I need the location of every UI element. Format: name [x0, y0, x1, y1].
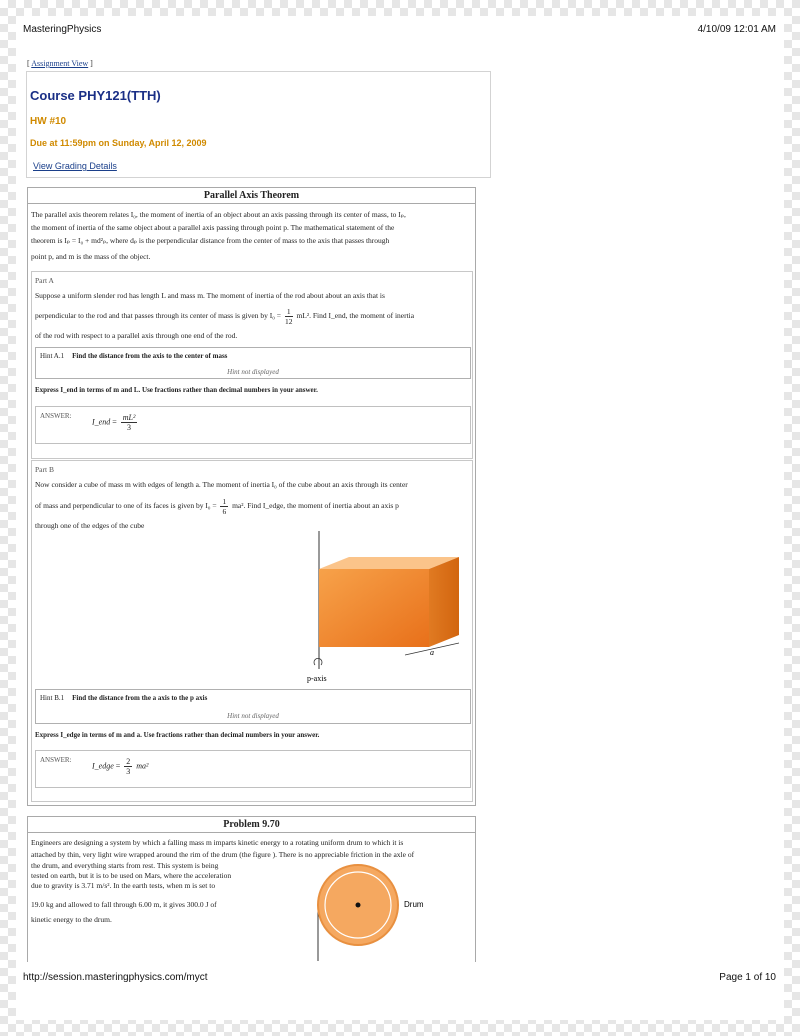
- problem-line: kinetic energy to the drum.: [31, 915, 112, 924]
- drum-axle: [356, 903, 361, 908]
- express-instruction: Express I_edge in terms of m and a. Use fractions rather than decimal numbers in your answer.: [35, 731, 320, 739]
- answer-label: ANSWER:: [40, 412, 72, 420]
- drum-figure: [316, 861, 466, 961]
- fraction-numerator: mL²: [122, 413, 136, 422]
- page-number: Page 1 of 10: [719, 972, 776, 983]
- problem-9-70-text-bottom: [31, 897, 217, 927]
- problem-line: attached by thin, very light wire wrapped around the rim of the drum (the figure ). There is no appreciable friction in the axle of: [31, 850, 415, 859]
- fraction: [220, 497, 228, 516]
- part-b-line-3: through one of the edges of the cube: [35, 521, 145, 530]
- part-b-line-2: [35, 497, 399, 516]
- fraction: [285, 307, 293, 326]
- text-span: ma². Find I_edge, the moment of inertia about an axis p: [232, 501, 399, 511]
- course-info-box: [26, 71, 491, 178]
- intro-line: theorem is Iₚ = I₀ + md²ₚ, where dₚ is the perpendicular distance from the center of mass to the axis that passes through: [31, 236, 390, 245]
- part-b-line-1: Now consider a cube of mass m with edges of length a. The moment of inertia I₀ of the cube about an axis through its center: [35, 480, 408, 489]
- hint-status: Hint not displayed: [227, 712, 279, 720]
- equals-sign: =: [112, 417, 117, 427]
- text-span: mL². Find I_end, the moment of inertia: [296, 311, 415, 321]
- equals-sign: =: [115, 761, 121, 771]
- answer-box-a: [35, 406, 471, 444]
- problem-line: due to gravity is 3.71 m/s². In the earth tests, when m is set to: [31, 881, 216, 890]
- fraction-numerator: 1: [222, 497, 227, 506]
- fraction-numerator: 1: [286, 307, 291, 316]
- app-title: MasteringPhysics: [23, 24, 102, 35]
- answer-expression: [92, 757, 148, 776]
- hint-label: Hint B.1: [40, 694, 65, 702]
- drum-label: Drum: [404, 900, 424, 909]
- hint-status: Hint not displayed: [227, 368, 279, 376]
- answer-fraction: [121, 413, 138, 432]
- problem-line: tested on earth, but it is to be used on Mars, where the acceleration: [31, 871, 232, 880]
- course-title: Course PHY121(TTH): [30, 88, 161, 103]
- due-date: Due at 11:59pm on Sunday, April 12, 2009: [30, 138, 207, 148]
- cube-side-face: [429, 557, 459, 647]
- bracket-close: ]: [90, 59, 93, 68]
- grading-details-link[interactable]: View Grading Details: [33, 161, 117, 171]
- problem-line: 19.0 kg and allowed to fall through 6.00 m, it gives 300.0 J of: [31, 900, 217, 909]
- fraction-denominator: 12: [284, 317, 293, 326]
- print-datetime: 4/10/09 12:01 AM: [697, 24, 776, 35]
- assignment-view-link[interactable]: Assignment View: [31, 59, 89, 68]
- answer-lhs: I_end: [92, 417, 111, 427]
- hint-a1[interactable]: [35, 347, 471, 379]
- print-page: [16, 16, 784, 1020]
- intro-line: point p, and m is the mass of the object.: [31, 252, 151, 261]
- problem-parallel-axis: [27, 187, 476, 806]
- answer-label: ANSWER:: [40, 756, 72, 764]
- hint-title: [40, 352, 227, 360]
- problem-9-70-text-top: [31, 837, 414, 861]
- assignment-view-nav: [27, 59, 93, 68]
- hint-heading: Find the distance from the a axis to the p axis: [72, 694, 208, 702]
- hint-heading: Find the distance from the axis to the center of mass: [72, 352, 228, 360]
- fraction-numerator: 2: [126, 757, 131, 766]
- part-label: Part B: [35, 465, 54, 474]
- part-a-line-1: Suppose a uniform slender rod has length L and mass m. The moment of inertia of the rod about about an axis that is: [35, 291, 385, 300]
- hint-title: [40, 694, 207, 702]
- cube-figure: [287, 531, 467, 691]
- fraction-denominator: 3: [126, 767, 131, 776]
- fraction-denominator: 6: [222, 507, 227, 516]
- intro-line: The parallel axis theorem relates I₀, the moment of inertia of an object about an axis passing through its center of mass, to Iₚ,: [31, 210, 406, 219]
- part-a-line-3: of the rod with respect to a parallel axis through one end of the rod.: [35, 331, 238, 340]
- hint-b1[interactable]: [35, 689, 471, 724]
- bracket-open: [: [27, 59, 30, 68]
- p-axis-label: p-axis: [307, 674, 327, 683]
- problem-9-70: [27, 816, 476, 962]
- footer-url: http://session.masteringphysics.com/myct: [23, 972, 208, 983]
- homework-title: HW #10: [30, 116, 67, 127]
- problem-title: Problem 9.70: [28, 817, 475, 833]
- problem-9-70-text-mid: [31, 861, 231, 891]
- part-a-line-2: [35, 307, 414, 326]
- text-span: perpendicular to the rod and that passes through its center of mass is given by I₀ =: [35, 311, 281, 321]
- part-label: Part A: [35, 276, 54, 285]
- problem-line: Engineers are designing a system by which a falling mass m imparts kinetic energy to a rotating uniform drum to which it is: [31, 838, 404, 847]
- hint-label: Hint A.1: [40, 352, 65, 360]
- answer-expression: [92, 413, 139, 432]
- cube-front-face: [319, 569, 429, 647]
- answer-box-b: [35, 750, 471, 788]
- express-instruction: Express I_end in terms of m and L. Use fractions rather than decimal numbers in your answer.: [35, 386, 318, 394]
- problem-title: Parallel Axis Theorem: [28, 188, 475, 204]
- problem-intro: [31, 208, 406, 263]
- answer-tail: ma²: [136, 761, 149, 771]
- part-a: [31, 271, 473, 459]
- intro-line: the moment of inertia of the same object about a parallel axis passing through point p. The mathematical statement of the: [31, 223, 395, 232]
- answer-fraction: [124, 757, 132, 776]
- problem-line: the drum, and everything starts from rest. This system is being: [31, 861, 219, 870]
- answer-lhs: I_edge: [92, 761, 114, 771]
- text-span: of mass and perpendicular to one of its faces is given by I₀ =: [35, 501, 217, 511]
- edge-length-label: a: [430, 648, 434, 657]
- part-b: [31, 460, 473, 802]
- rotation-arrow-icon: [314, 658, 322, 665]
- fraction-denominator: 3: [127, 423, 132, 432]
